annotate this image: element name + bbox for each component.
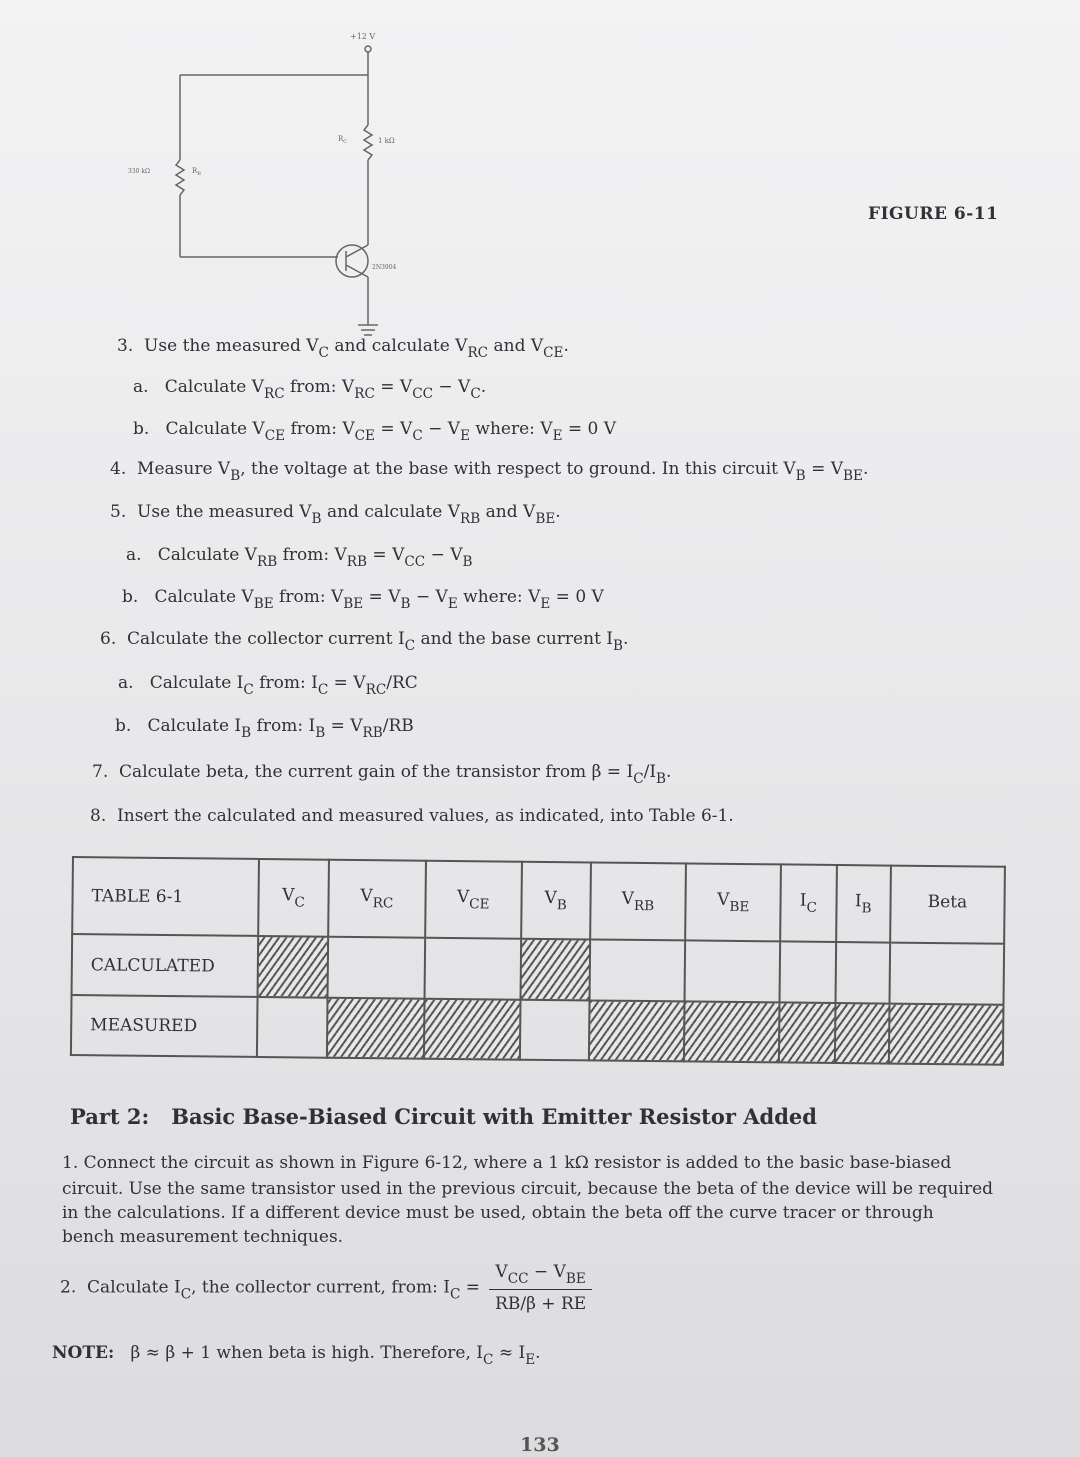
text: = 0 V xyxy=(562,419,617,439)
text: = V xyxy=(805,459,844,479)
sub: B xyxy=(311,511,322,528)
text: β ≈ β + 1 when beta is high. Therefore, I xyxy=(130,1343,484,1363)
sub: RC xyxy=(263,386,285,403)
text: . xyxy=(623,629,629,649)
step-number: 4. xyxy=(110,459,127,479)
text: from: V xyxy=(284,377,355,397)
sub: CE xyxy=(543,345,564,362)
sub: B xyxy=(613,638,624,655)
text: Measure V xyxy=(137,459,231,479)
part-2-heading xyxy=(70,1104,817,1129)
sub: E xyxy=(525,1352,536,1369)
step-6 xyxy=(100,629,628,654)
step-5 xyxy=(110,502,561,527)
part-label: Part 2: xyxy=(70,1104,150,1129)
step-letter: b. xyxy=(115,716,132,736)
table-row xyxy=(72,934,1005,1004)
text: − V xyxy=(433,377,471,397)
sub: RB xyxy=(256,554,278,571)
text: = V xyxy=(328,673,366,693)
table-cell[interactable] xyxy=(780,942,836,1003)
text: /I xyxy=(643,762,657,782)
table-cell-hatched xyxy=(588,1000,684,1061)
text: , the collector current, from: I xyxy=(191,1277,450,1298)
part2-line-4: bench measurement techniques. xyxy=(62,1227,344,1247)
step-6a xyxy=(118,673,418,698)
step-letter: a. xyxy=(133,377,149,397)
sub: C xyxy=(412,428,423,445)
step-4 xyxy=(110,459,868,484)
step-6b xyxy=(115,716,414,741)
sub: RC xyxy=(467,345,489,362)
sub: B xyxy=(241,725,252,742)
sub: E xyxy=(552,428,563,445)
fraction-numerator: $V_{CC} - V_{BE}$ xyxy=(489,1262,591,1290)
sub: C xyxy=(180,1286,192,1303)
sub: BE xyxy=(843,468,863,485)
text: where: V xyxy=(457,587,541,607)
step-number: 3. xyxy=(117,336,134,356)
text: Calculate the collector current I xyxy=(127,629,405,649)
text: /RB xyxy=(382,716,414,736)
vcc-label: +12 V xyxy=(350,32,376,41)
sub: CE xyxy=(354,428,375,445)
rb-sub: B xyxy=(197,171,201,177)
text: from: I xyxy=(253,673,318,693)
step-number: 2. xyxy=(60,1277,77,1298)
text: . xyxy=(666,762,672,782)
col-header: $V_C$ xyxy=(258,859,329,937)
step-letter: b. xyxy=(133,419,150,439)
text: Calculate I xyxy=(147,716,242,736)
text: − V xyxy=(422,419,461,439)
col-header: $V_B$ xyxy=(521,862,591,940)
step-letter: a. xyxy=(126,545,142,565)
sub: BE xyxy=(535,511,556,528)
rb-label: R xyxy=(192,167,198,175)
svg-text:RC xyxy=(338,135,347,145)
step-number: 7. xyxy=(92,762,109,782)
text: Use the measured V xyxy=(137,502,312,522)
text: Insert the calculated and measured values, as indicated, into Table 6-1. xyxy=(117,806,734,826)
text: from: I xyxy=(251,716,316,736)
sub: B xyxy=(315,725,326,742)
table-cell-hatched xyxy=(424,998,521,1059)
text: and calculate V xyxy=(328,336,468,356)
figure-label: FIGURE 6-11 xyxy=(868,204,999,224)
rc-label: R xyxy=(338,135,344,143)
col-header: $V_{RC}$ xyxy=(328,860,426,938)
text: from: V xyxy=(273,587,344,607)
sub: E xyxy=(460,428,470,445)
svg-text:RB xyxy=(192,167,201,177)
figure-6-11-schematic xyxy=(110,25,430,345)
text: and V xyxy=(488,336,544,356)
text: where: V xyxy=(470,419,553,439)
table-cell-hatched xyxy=(779,1002,835,1063)
row-label-measured: MEASURED xyxy=(71,995,258,1057)
sub: B xyxy=(656,771,667,788)
table-cell[interactable] xyxy=(424,938,521,999)
sub: RC xyxy=(365,682,387,699)
step-8 xyxy=(90,806,734,826)
sub: B xyxy=(462,554,473,571)
table-cell[interactable] xyxy=(889,943,1004,1004)
text: = V xyxy=(363,587,401,607)
table-cell-hatched xyxy=(684,1001,780,1062)
sub: E xyxy=(447,596,458,613)
text: Calculate V xyxy=(164,377,264,397)
text: = V xyxy=(325,716,363,736)
text: = xyxy=(460,1277,486,1298)
rc-sub: C xyxy=(343,139,348,145)
table-cell[interactable] xyxy=(327,937,424,998)
step-number: 6. xyxy=(100,629,117,649)
sub: BE xyxy=(253,596,274,613)
sub: B xyxy=(795,468,806,485)
text: Calculate V xyxy=(154,587,254,607)
step-number: 8. xyxy=(90,806,107,826)
col-header: $V_{CE}$ xyxy=(425,861,522,939)
sub: B xyxy=(230,468,241,485)
text: − V xyxy=(410,587,448,607)
text: − V xyxy=(425,545,463,565)
sub: C xyxy=(483,1352,494,1369)
part2-line-2: circuit. Use the same transistor used in the previous circuit, because the beta of the device will be required xyxy=(62,1179,994,1199)
table-cell-hatched xyxy=(327,997,424,1058)
step-3b xyxy=(133,419,616,444)
part2-line-3: in the calculations. If a different device must be used, obtain the beta off the curve tracer or through xyxy=(62,1203,934,1223)
text: from: V xyxy=(285,419,355,439)
sub: BE xyxy=(343,596,364,613)
text: Calculate I xyxy=(149,673,244,693)
sub: E xyxy=(540,596,551,613)
transistor-label: 2N3904 xyxy=(372,264,397,271)
text: Calculate V xyxy=(165,419,265,439)
text: Calculate beta, the current gain of the transistor from β = I xyxy=(119,762,634,782)
col-header: $V_{BE}$ xyxy=(685,863,781,941)
text: = V xyxy=(367,545,405,565)
rb-value: 330 kΩ xyxy=(128,168,150,175)
text: = V xyxy=(374,377,413,397)
table-row xyxy=(71,995,1004,1065)
step-letter: b. xyxy=(122,587,139,607)
text: , the voltage at the base with respect to ground. In this circuit V xyxy=(240,459,796,479)
table-cell[interactable] xyxy=(835,942,890,1003)
step-number: 5. xyxy=(110,502,127,522)
text: . xyxy=(862,459,869,479)
col-header: $I_C$ xyxy=(780,864,836,942)
text: and calculate V xyxy=(321,502,461,522)
sub: RB xyxy=(460,511,481,528)
sub: CC xyxy=(404,554,426,571)
table-cell-hatched xyxy=(834,1003,889,1064)
note-label: NOTE: xyxy=(52,1343,115,1363)
text: . xyxy=(480,377,487,397)
table-cell[interactable] xyxy=(685,941,781,1002)
part2-step-2 xyxy=(60,1262,592,1314)
sub: B xyxy=(400,596,411,613)
sub: RC xyxy=(354,386,375,403)
text: /RC xyxy=(386,673,418,693)
table-header-row xyxy=(72,857,1005,944)
col-header: $I_B$ xyxy=(836,865,891,943)
text: from: V xyxy=(277,545,347,565)
fraction-denominator: RB/β + RE xyxy=(495,1294,587,1315)
page-number: 133 xyxy=(520,1434,560,1456)
text: Calculate I xyxy=(87,1277,181,1298)
sub: C xyxy=(470,386,481,403)
sub: C xyxy=(318,345,329,362)
table-cell-hatched xyxy=(889,1003,1004,1064)
step-5a xyxy=(126,545,473,570)
table-title: TABLE 6-1 xyxy=(72,857,259,936)
text: Use the measured V xyxy=(144,336,319,356)
text: Calculate V xyxy=(157,545,257,565)
text: . xyxy=(535,1343,541,1363)
step-7 xyxy=(92,762,671,787)
text: = V xyxy=(374,419,413,439)
table-cell-hatched xyxy=(258,936,329,997)
text: and V xyxy=(480,502,536,522)
col-header: $V_{RB}$ xyxy=(590,862,687,940)
table-cell[interactable] xyxy=(520,999,590,1060)
sub: RB xyxy=(346,554,368,571)
text: . xyxy=(563,336,569,356)
step-5b xyxy=(122,587,604,612)
row-label-calculated: CALCULATED xyxy=(72,934,259,996)
sub: CC xyxy=(412,386,433,403)
text: and the base current I xyxy=(415,629,614,649)
text: ≈ I xyxy=(493,1343,526,1363)
step-3 xyxy=(117,336,569,361)
sub: C xyxy=(449,1286,461,1303)
col-header: Beta xyxy=(890,866,1005,945)
sub: C xyxy=(633,771,644,788)
rc-value: 1 kΩ xyxy=(378,137,395,145)
sub: C xyxy=(404,638,416,655)
text: = 0 V xyxy=(550,587,604,607)
sub: CE xyxy=(264,428,286,445)
text: . xyxy=(555,502,561,522)
table-cell[interactable] xyxy=(589,940,685,1001)
part-title: Basic Base-Biased Circuit with Emitter Resistor Added xyxy=(171,1104,817,1129)
table-cell-hatched xyxy=(520,939,590,1000)
sub: C xyxy=(243,682,254,699)
note-line xyxy=(52,1343,541,1368)
step-3a xyxy=(133,377,486,402)
sub: C xyxy=(317,682,329,699)
ic-fraction xyxy=(489,1262,591,1314)
part2-line-1: 1. Connect the circuit as shown in Figure 6-12, where a 1 kΩ resistor is added to the basic base-biased xyxy=(62,1153,952,1173)
step-letter: a. xyxy=(118,673,134,693)
table-6-1 xyxy=(70,856,1006,1066)
table-cell[interactable] xyxy=(257,997,328,1058)
sub: RB xyxy=(362,725,383,742)
